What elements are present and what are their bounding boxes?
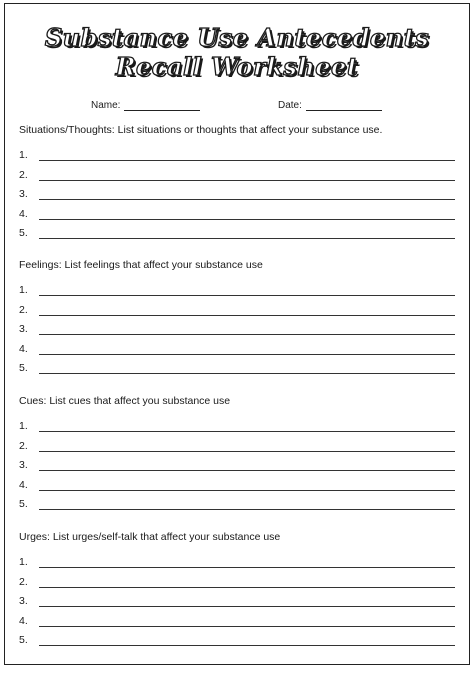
answer-line[interactable] [39,226,455,239]
name-blank-line[interactable] [124,99,200,111]
title-line-2: Recall Worksheet [115,52,359,81]
item-number: 2. [19,303,28,316]
answer-line[interactable] [39,168,455,181]
item-number: 1. [19,556,28,569]
item-number: 3. [19,188,28,201]
item-number: 1. [19,284,28,297]
title-line-1: Substance Use Antecedents [44,23,430,52]
item-number: 5. [19,633,28,646]
name-label: Name: [91,100,121,111]
section-prompt: Situations/Thoughts: List situations or thoughts that affect your substance use. [19,124,383,136]
answer-row[interactable] [19,355,455,374]
date-field[interactable] [278,99,382,111]
date-label: Date: [278,100,302,111]
answer-row[interactable] [19,549,455,568]
answer-row[interactable] [19,316,455,335]
answer-line[interactable] [39,322,455,335]
answer-row[interactable] [19,200,455,219]
section-feelings [19,259,455,374]
answer-line[interactable] [39,148,455,161]
answer-row[interactable] [19,413,455,432]
answer-line[interactable] [39,575,455,588]
item-number: 4. [19,342,28,355]
answer-line[interactable] [39,633,455,646]
answer-row[interactable] [19,142,455,161]
item-number: 4. [19,207,28,220]
answer-row[interactable] [19,471,455,490]
item-number: 5. [19,226,28,239]
date-blank-line[interactable] [306,99,382,111]
item-number: 2. [19,439,28,452]
answer-line[interactable] [39,187,455,200]
section-cues [19,395,455,510]
answer-row[interactable] [19,568,455,587]
answer-line[interactable] [39,283,455,296]
item-number: 4. [19,614,28,627]
answer-line[interactable] [39,614,455,627]
answer-line[interactable] [39,342,455,355]
answer-row[interactable] [19,335,455,354]
section-prompt: Cues: List cues that affect you substance use [19,395,231,407]
section-urges [19,531,455,646]
answer-line[interactable] [39,361,455,374]
answer-line[interactable] [39,555,455,568]
section-prompt: Urges: List urges/self-talk that affect your substance use [19,531,281,543]
answer-line[interactable] [39,478,455,491]
item-number: 5. [19,497,28,510]
answer-line[interactable] [39,207,455,220]
answer-row[interactable] [19,432,455,451]
answer-row[interactable] [19,607,455,626]
answer-line[interactable] [39,439,455,452]
header-fields [5,99,469,113]
answer-row[interactable] [19,296,455,315]
item-number: 2. [19,575,28,588]
item-number: 3. [19,595,28,608]
answer-row[interactable] [19,452,455,471]
answer-line[interactable] [39,303,455,316]
item-number: 3. [19,459,28,472]
answer-row[interactable] [19,491,455,510]
answer-line[interactable] [39,594,455,607]
item-number: 1. [19,149,28,162]
answer-row[interactable] [19,161,455,180]
answer-row[interactable] [19,220,455,239]
answer-line[interactable] [39,419,455,432]
answer-row[interactable] [19,588,455,607]
answer-line[interactable] [39,458,455,471]
answer-row[interactable] [19,627,455,646]
section-situations-thoughts [19,124,455,239]
section-prompt: Feelings: List feelings that affect your substance use [19,259,263,271]
item-number: 5. [19,361,28,374]
answer-row[interactable] [19,277,455,296]
item-number: 4. [19,478,28,491]
item-number: 2. [19,168,28,181]
item-number: 3. [19,323,28,336]
worksheet-page [4,3,470,665]
answer-row[interactable] [19,181,455,200]
answer-line[interactable] [39,497,455,510]
item-number: 1. [19,420,28,433]
name-field[interactable] [91,99,200,111]
